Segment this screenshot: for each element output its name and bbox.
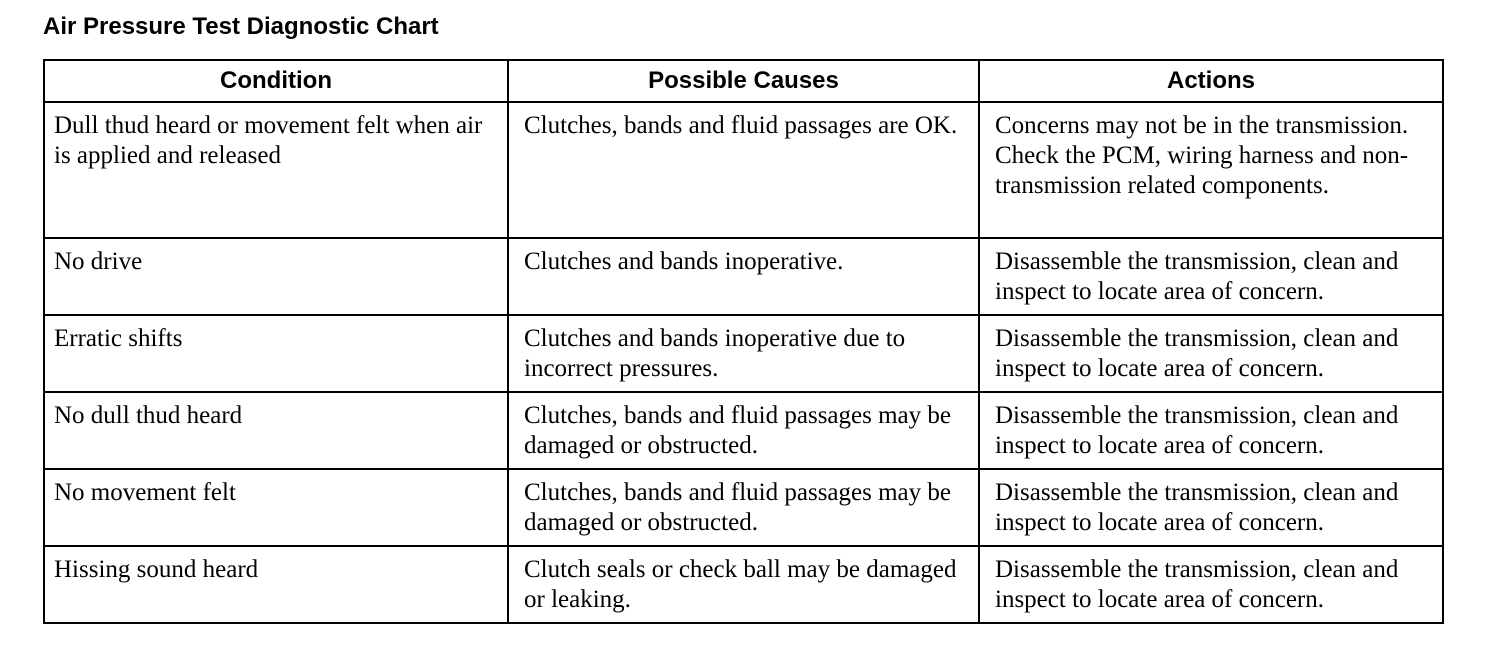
actions-cell: Disassemble the transmission, clean and inspect to locate area of concern.: [979, 546, 1443, 623]
column-header-actions: Actions: [979, 60, 1443, 102]
actions-cell: Concerns may not be in the transmission. Check the PCM, wiring harness and non-transmission related components.: [979, 102, 1443, 238]
causes-cell: Clutches and bands inoperative.: [508, 238, 979, 315]
condition-cell: No drive: [44, 238, 508, 315]
causes-cell: Clutches, bands and fluid passages may be damaged or obstructed.: [508, 469, 979, 546]
condition-cell: No dull thud heard: [44, 392, 508, 469]
condition-cell: Erratic shifts: [44, 315, 508, 392]
table-row: [44, 315, 1443, 392]
condition-cell: No movement felt: [44, 469, 508, 546]
table-row: [44, 392, 1443, 469]
table-row: [44, 469, 1443, 546]
condition-cell: Hissing sound heard: [44, 546, 508, 623]
table-header-row: [44, 60, 1443, 102]
causes-cell: Clutches, bands and fluid passages may be damaged or obstructed.: [508, 392, 979, 469]
table-row: [44, 102, 1443, 238]
causes-cell: Clutches, bands and fluid passages are OK.: [508, 102, 979, 238]
page-title: Air Pressure Test Diagnostic Chart: [43, 13, 439, 40]
diagnostic-table: [43, 59, 1444, 624]
actions-cell: Disassemble the transmission, clean and inspect to locate area of concern.: [979, 238, 1443, 315]
condition-cell: Dull thud heard or movement felt when air is applied and released: [44, 102, 508, 238]
column-header-condition: Condition: [44, 60, 508, 102]
actions-cell: Disassemble the transmission, clean and inspect to locate area of concern.: [979, 392, 1443, 469]
column-header-possible-causes: Possible Causes: [508, 60, 979, 102]
table-row: [44, 238, 1443, 315]
table-row: [44, 546, 1443, 623]
actions-cell: Disassemble the transmission, clean and inspect to locate area of concern.: [979, 469, 1443, 546]
causes-cell: Clutches and bands inoperative due to incorrect pressures.: [508, 315, 979, 392]
causes-cell: Clutch seals or check ball may be damaged or leaking.: [508, 546, 979, 623]
actions-cell: Disassemble the transmission, clean and inspect to locate area of concern.: [979, 315, 1443, 392]
